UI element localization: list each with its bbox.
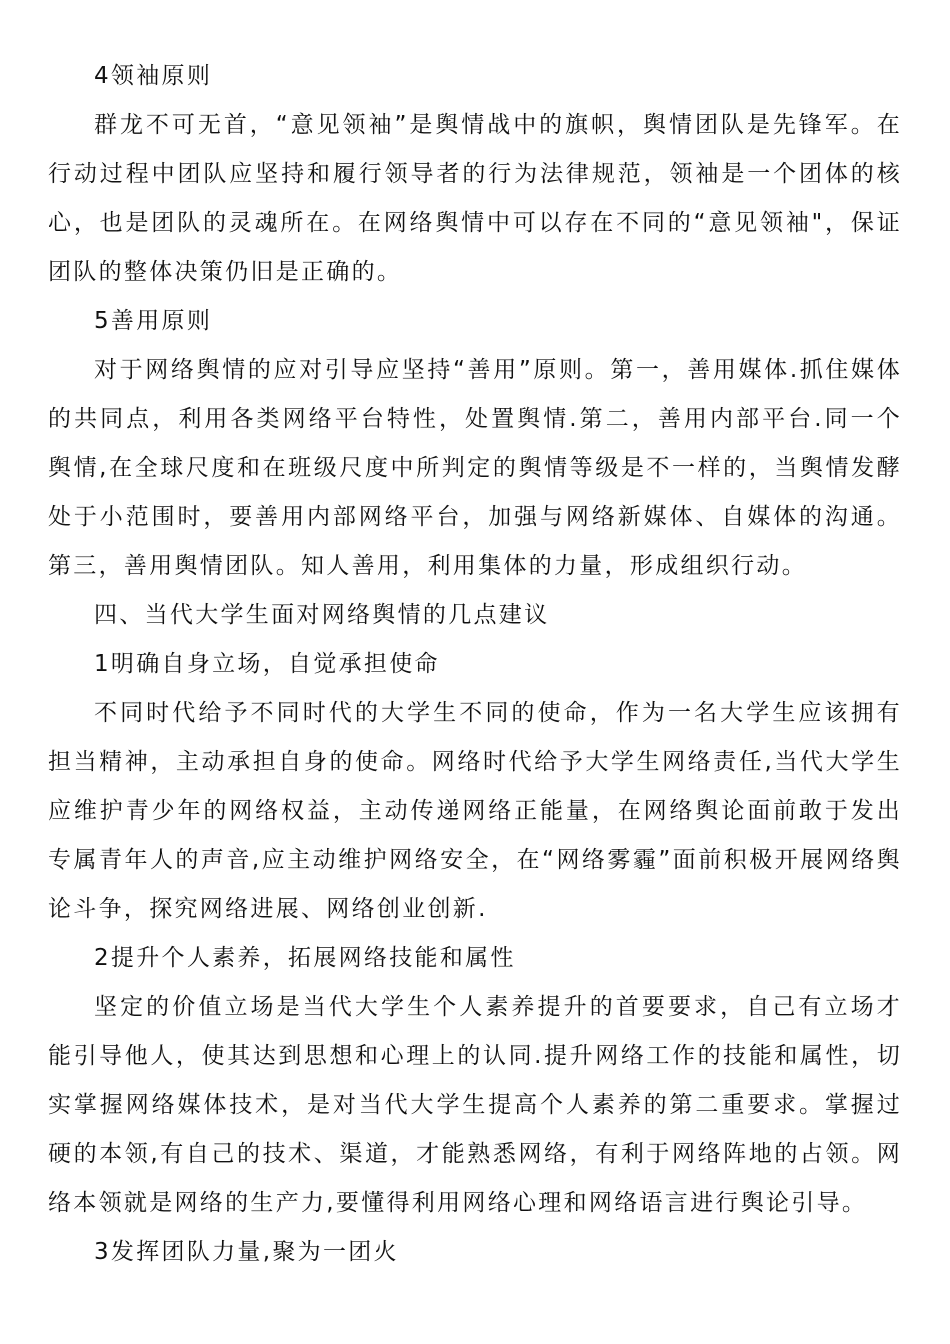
paragraph-leadership-principle: 群龙不可无首，“意见领袖”是舆情战中的旗帜，舆情团队是先锋军。在行动过程中团队应坚持和履行领导者的行为法律规范，领袖是一个团体的核心，也是团队的灵魂所在。在网络舆情中可以存在不同的“意见领袖"，保证团队的整体决策仍旧是正确的。 xyxy=(48,112,902,285)
section-heading-improve-literacy: 2提升个人素养，拓展网络技能和属性 xyxy=(94,945,516,971)
chapter-heading-suggestions: 四、当代大学生面对网络舆情的几点建议 xyxy=(94,602,550,628)
section-heading-leadership-principle: 4领袖原则 xyxy=(94,63,213,89)
paragraph-clarify-position: 不同时代给予不同时代的大学生不同的使命，作为一名大学生应该拥有担当精神，主动承担自身的使命。网络时代给予大学生网络责任,当代大学生应维护青少年的网络权益，主动传递网络正能量，在网络舆论面前敢于发出专属青年人的声音,应主动维护网络安全，在“网络雾霾”面前积极开展网络舆论斗争，探究网络进展、网络创业创新. xyxy=(48,700,902,922)
paragraph-good-use-principle: 对于网络舆情的应对引导应坚持“善用”原则。第一，善用媒体.抓住媒体的共同点，利用各类网络平台特性，处置舆情.第二，善用内部平台.同一个舆情,在全球尺度和在班级尺度中所判定的舆情等级是不一样的，当舆情发酵处于小范围时，要善用内部网络平台，加强与网络新媒体、自媒体的沟通。第三，善用舆情团队。知人善用，利用集体的力量，形成组织行动。 xyxy=(48,357,902,579)
section-heading-clarify-position: 1明确自身立场，自觉承担使命 xyxy=(94,651,440,677)
paragraph-improve-literacy: 坚定的价值立场是当代大学生个人素养提升的首要要求，自己有立场才能引导他人，使其达到思想和心理上的认同.提升网络工作的技能和属性，切实掌握网络媒体技术，是对当代大学生提高个人素养的第二重要求。掌握过硬的本领,有自己的技术、渠道，才能熟悉网络，有利于网络阵地的占领。网络本领就是网络的生产力,要懂得利用网络心理和网络语言进行舆论引导。 xyxy=(48,994,902,1216)
section-heading-good-use-principle: 5善用原则 xyxy=(94,308,213,334)
document-page xyxy=(48,52,902,1277)
section-heading-team-strength: 3发挥团队力量,聚为一团火 xyxy=(94,1239,399,1265)
